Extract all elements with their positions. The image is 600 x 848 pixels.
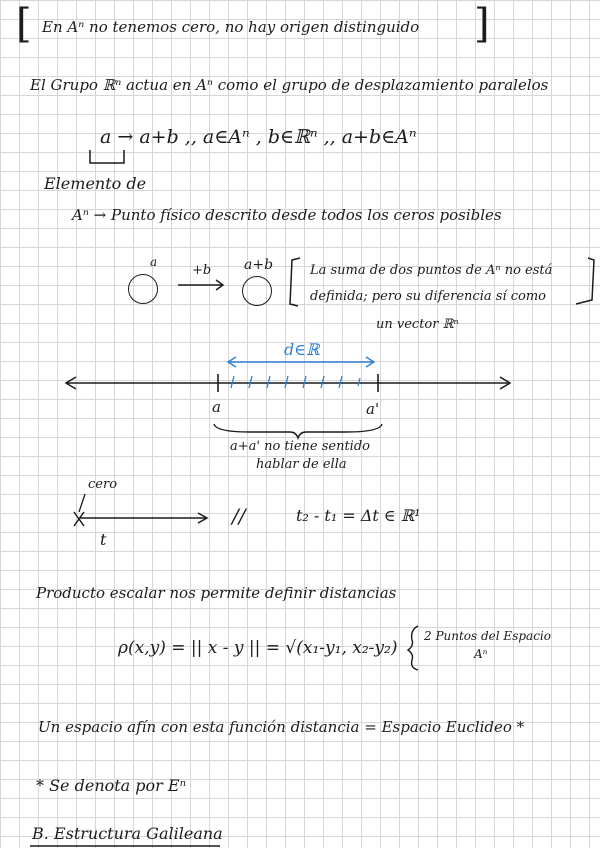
elemento-de: Elemento de xyxy=(44,174,147,193)
d-in-r-label: d∈ℝ xyxy=(284,340,320,359)
plus-b-label: +b xyxy=(192,263,212,278)
euclideo-text: Un espacio afín con esta función distancia = Espacio Euclideo * xyxy=(38,718,525,736)
distance-formula: ρ(x,y) = || x - y || = √(x₁-y₁, x₂-y₂) xyxy=(118,638,398,658)
t-label: t xyxy=(100,530,107,549)
denota-text: * Se denota por Eⁿ xyxy=(36,776,187,795)
parallel-mark: // xyxy=(232,504,246,528)
left-bracket: [ xyxy=(16,1,32,47)
dos-puntos-2: Aⁿ xyxy=(474,647,488,661)
no-sentido-2: hablar de ella xyxy=(256,457,347,472)
cero-label: cero xyxy=(88,477,118,492)
group-action-text: El Grupo ℝⁿ actua en Aⁿ como el grupo de desplazamiento paralelos xyxy=(30,76,549,94)
map-formula: a → a+b ,, a∈Aⁿ , b∈ℝⁿ ,, a+b∈Aⁿ xyxy=(100,126,417,148)
no-sentido-1: a+a' no tiene sentido xyxy=(230,439,370,454)
section-heading: B. Estructura Galileana xyxy=(32,824,223,843)
time-diff-formula: t₂ - t₁ = Δt ∈ ℝ¹ xyxy=(296,506,421,525)
right-bracket: ] xyxy=(474,1,490,47)
suma-line-3: un vector ℝⁿ xyxy=(376,317,459,332)
dos-puntos-1: 2 Puntos del Espacio xyxy=(424,629,551,643)
point-a-label: a xyxy=(212,398,221,416)
point-ab-circle xyxy=(242,276,272,306)
circle-a-label: a xyxy=(150,255,158,269)
point-a-circle xyxy=(128,274,158,304)
circle-ab-label: a+b xyxy=(244,257,274,273)
suma-line-1: La suma de dos puntos de Aⁿ no está xyxy=(310,263,553,278)
point-a-prime-label: a' xyxy=(366,400,380,418)
punto-fisico-text: Aⁿ → Punto físico descrito desde todos los ceros posibles xyxy=(72,206,502,224)
header-note: En Aⁿ no tenemos cero, no hay origen distinguido xyxy=(42,18,420,36)
suma-line-2: definida; pero su diferencia sí como xyxy=(310,289,546,304)
producto-text: Producto escalar nos permite definir distancias xyxy=(36,584,397,602)
